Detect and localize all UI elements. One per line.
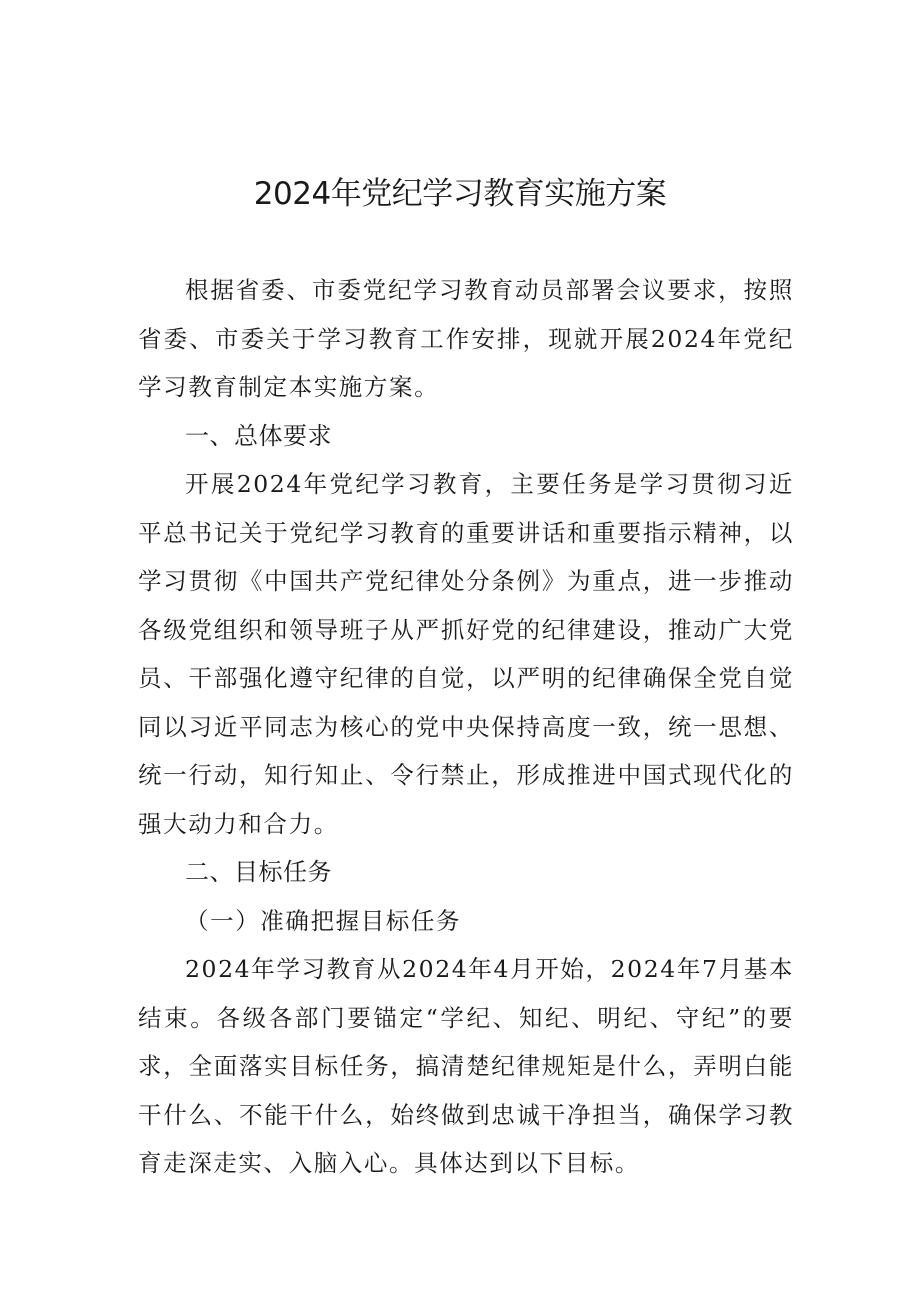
document-body [138, 266, 794, 1188]
subsection-heading-grasp-goals: （一）准确把握目标任务 [185, 906, 462, 935]
section-heading-general-requirements: 一、总体要求 [185, 421, 332, 450]
section-heading-goals-tasks: 二、目标任务 [185, 858, 332, 886]
goals-paragraph: 2024年学习教育从2024年4月开始，2024年7月基本结束。各级各部门要锚定“学纪、知纪、明纪、守纪”的要求，全面落实目标任务，搞清楚纪律规矩是什么，弄明白能干什么、不能干什么，始终做到忠诚干净担当，确保学习教育走深走实、入脑入心。具体达到以下目标。 [138, 955, 794, 1177]
intro-paragraph: 根据省委、市委党纪学习教育动员部署会议要求，按照省委、市委关于学习教育工作安排，现就开展2024年党纪学习教育制定本实施方案。 [138, 276, 794, 401]
document-title: 2024年党纪学习教育实施方案 [253, 176, 667, 212]
general-requirements-paragraph: 开展2024年党纪学习教育，主要任务是学习贯彻习近平总书记关于党纪学习教育的重要讲话和重要指示精神，以学习贯彻《中国共产党纪律处分条例》为重点，进一步推动各级党组织和领导班子从严抓好党的纪律建设，推动广大党员、干部强化遵守纪律的自觉，以严明的纪律确保全党自觉同以习近平同志为核心的党中央保持高度一致，统一思想、统一行动，知行知止、令行禁止，形成推进中国式现代化的强大动力和合力。 [138, 470, 794, 838]
